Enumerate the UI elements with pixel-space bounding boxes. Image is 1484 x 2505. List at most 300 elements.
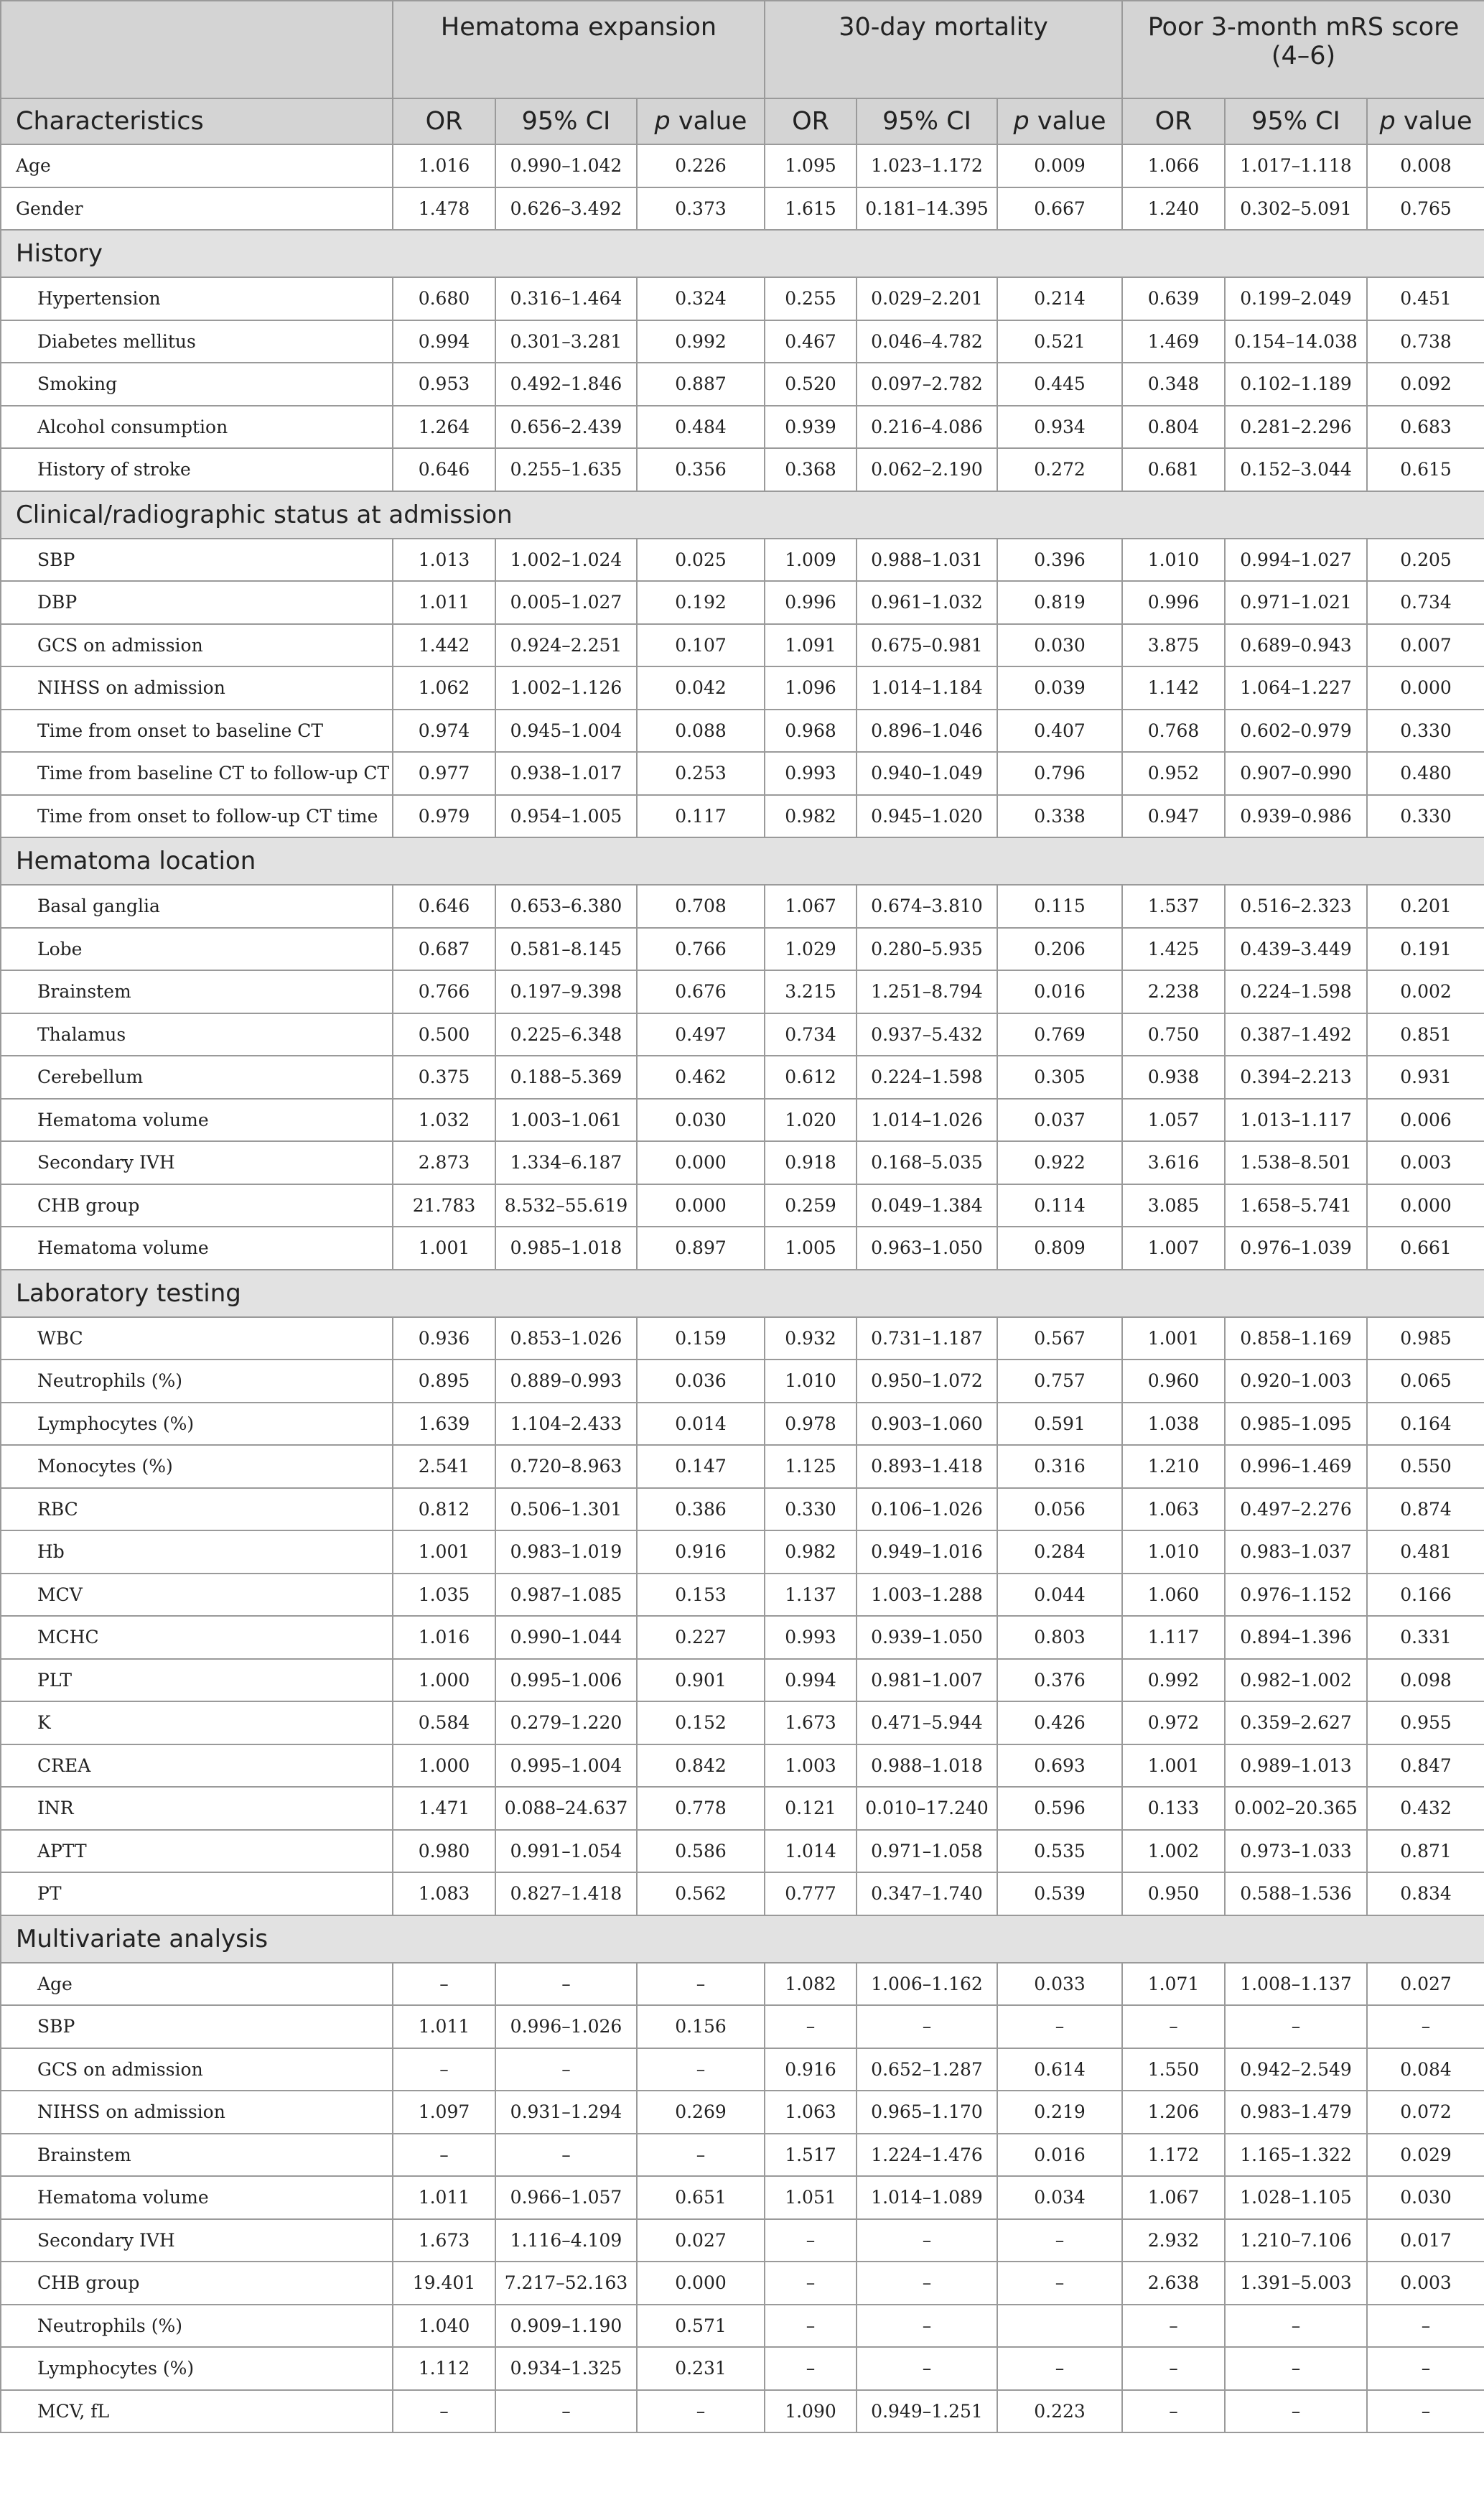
or-cell: 0.993	[765, 1616, 857, 1659]
or-cell: 1.016	[393, 1616, 495, 1659]
p-value-cell: –	[637, 2048, 765, 2091]
column-header-p-value: p value	[637, 98, 765, 144]
ci-cell: 0.966–1.057	[495, 2176, 637, 2219]
ci-cell: 0.996–1.469	[1225, 1445, 1367, 1488]
or-cell: –	[393, 1963, 495, 2006]
table-row	[1, 320, 1484, 363]
or-cell: 0.992	[1122, 1659, 1225, 1702]
ci-cell: 0.516–2.323	[1225, 885, 1367, 928]
table-row	[1, 624, 1484, 667]
p-value-cell: 0.033	[997, 1963, 1122, 2006]
p-value-cell: –	[997, 2005, 1122, 2048]
ci-cell: 1.006–1.162	[857, 1963, 997, 2006]
ci-cell: 0.301–3.281	[495, 320, 637, 363]
p-value-cell: 0.451	[1367, 277, 1484, 320]
p-value-cell: 0.039	[997, 666, 1122, 710]
p-value-cell: 0.006	[1367, 1099, 1484, 1142]
or-cell: 0.947	[1122, 795, 1225, 838]
ci-cell: 0.924–2.251	[495, 624, 637, 667]
row-label: Secondary IVH	[1, 2219, 393, 2262]
p-value-cell: 0.586	[637, 1830, 765, 1873]
or-cell: 1.011	[393, 2176, 495, 2219]
or-cell: 1.478	[393, 187, 495, 231]
ci-cell: –	[857, 2005, 997, 2048]
p-value-cell: 0.084	[1367, 2048, 1484, 2091]
or-cell: 1.071	[1122, 1963, 1225, 2006]
row-label: Hb	[1, 1530, 393, 1574]
ci-cell: 0.471–5.944	[857, 1701, 997, 1744]
or-cell: 1.425	[1122, 928, 1225, 971]
p-value-cell: 0.481	[1367, 1530, 1484, 1574]
or-cell: 1.137	[765, 1574, 857, 1617]
table-row	[1, 2005, 1484, 2048]
or-cell: 0.918	[765, 1141, 857, 1184]
ci-cell: 0.652–1.287	[857, 2048, 997, 2091]
or-cell: 1.172	[1122, 2134, 1225, 2177]
p-value-cell: 0.738	[1367, 320, 1484, 363]
ci-cell: 0.965–1.170	[857, 2091, 997, 2134]
ci-cell: 0.302–5.091	[1225, 187, 1367, 231]
or-cell: 1.067	[1122, 2176, 1225, 2219]
p-value-cell: –	[1367, 2390, 1484, 2433]
ci-cell: 0.920–1.003	[1225, 1360, 1367, 1403]
p-value-cell: 0.591	[997, 1403, 1122, 1446]
or-cell: 0.766	[393, 970, 495, 1013]
ci-cell: 0.976–1.039	[1225, 1227, 1367, 1270]
ci-cell: 8.532–55.619	[495, 1184, 637, 1227]
p-value-cell: 0.147	[637, 1445, 765, 1488]
or-cell: 0.646	[393, 885, 495, 928]
table-row	[1, 1530, 1484, 1574]
row-label: WBC	[1, 1317, 393, 1360]
row-label: Lobe	[1, 928, 393, 971]
or-cell: 2.638	[1122, 2262, 1225, 2305]
p-value-cell: 0.734	[1367, 581, 1484, 624]
ci-cell: 0.981–1.007	[857, 1659, 997, 1702]
or-cell: 1.615	[765, 187, 857, 231]
row-label: Time from baseline CT to follow-up CT	[1, 752, 393, 795]
row-label: Monocytes (%)	[1, 1445, 393, 1488]
ci-cell: –	[495, 2390, 637, 2433]
or-cell: 0.330	[765, 1488, 857, 1531]
or-cell: 1.112	[393, 2347, 495, 2390]
or-cell: 1.442	[393, 624, 495, 667]
p-value-cell: –	[1367, 2305, 1484, 2348]
or-cell: 0.938	[1122, 1056, 1225, 1099]
or-cell: 1.001	[393, 1227, 495, 1270]
table-row	[1, 1227, 1484, 1270]
or-cell: 0.993	[765, 752, 857, 795]
p-value-cell: 0.955	[1367, 1701, 1484, 1744]
table-row	[1, 2305, 1484, 2348]
p-value-cell: –	[997, 2262, 1122, 2305]
or-cell: 0.681	[1122, 448, 1225, 491]
ci-cell: 0.154–14.038	[1225, 320, 1367, 363]
or-cell: 1.000	[393, 1659, 495, 1702]
table-row	[1, 1141, 1484, 1184]
or-cell: 1.009	[765, 539, 857, 582]
p-value-cell: 0.000	[637, 2262, 765, 2305]
row-label: Age	[1, 144, 393, 187]
p-value-cell: 0.934	[997, 406, 1122, 449]
or-cell: 0.978	[765, 1403, 857, 1446]
or-cell: 0.994	[765, 1659, 857, 1702]
ci-cell: 0.961–1.032	[857, 581, 997, 624]
row-label: PT	[1, 1872, 393, 1915]
ci-cell: 0.954–1.005	[495, 795, 637, 838]
ci-cell: 0.945–1.004	[495, 710, 637, 753]
ci-cell: 1.104–2.433	[495, 1403, 637, 1446]
section-title: Hematoma location	[1, 837, 1484, 885]
p-value-cell: 0.373	[637, 187, 765, 231]
ci-cell: 0.280–5.935	[857, 928, 997, 971]
section-header-row	[1, 491, 1484, 539]
or-cell: 1.010	[1122, 539, 1225, 582]
ci-cell: 0.497–2.276	[1225, 1488, 1367, 1531]
row-label: MCHC	[1, 1616, 393, 1659]
or-cell: 0.255	[765, 277, 857, 320]
p-value-cell: 0.550	[1367, 1445, 1484, 1488]
or-cell: 1.010	[1122, 1530, 1225, 1574]
ci-cell: 0.216–4.086	[857, 406, 997, 449]
ci-cell: 0.995–1.006	[495, 1659, 637, 1702]
row-label: MCV	[1, 1574, 393, 1617]
or-cell: 0.980	[393, 1830, 495, 1873]
or-cell: –	[765, 2005, 857, 2048]
ci-cell: 0.858–1.169	[1225, 1317, 1367, 1360]
ci-cell: –	[1225, 2390, 1367, 2433]
row-label: Time from onset to baseline CT	[1, 710, 393, 753]
table-row	[1, 752, 1484, 795]
p-value-cell: 0.206	[997, 928, 1122, 971]
p-value-cell: 0.226	[637, 144, 765, 187]
or-cell: 1.063	[1122, 1488, 1225, 1531]
ci-cell: –	[495, 1963, 637, 2006]
column-header-or: OR	[1122, 98, 1225, 144]
or-cell: –	[393, 2390, 495, 2433]
ci-cell: 0.281–2.296	[1225, 406, 1367, 449]
p-value-cell: 0.356	[637, 448, 765, 491]
row-label: NIHSS on admission	[1, 666, 393, 710]
or-cell: 0.520	[765, 363, 857, 406]
or-cell: 1.040	[393, 2305, 495, 2348]
or-cell: 1.007	[1122, 1227, 1225, 1270]
ci-cell: 1.003–1.288	[857, 1574, 997, 1617]
ci-cell: 1.658–5.741	[1225, 1184, 1367, 1227]
row-label: NIHSS on admission	[1, 2091, 393, 2134]
ci-cell: 0.689–0.943	[1225, 624, 1367, 667]
p-value-cell: 0.017	[1367, 2219, 1484, 2262]
table-row	[1, 1445, 1484, 1488]
p-value-cell: 0.030	[997, 624, 1122, 667]
row-label: GCS on admission	[1, 2048, 393, 2091]
or-cell: 3.875	[1122, 624, 1225, 667]
ci-cell: 0.224–1.598	[857, 1056, 997, 1099]
ci-cell: 0.199–2.049	[1225, 277, 1367, 320]
p-value-cell: 0.676	[637, 970, 765, 1013]
ci-cell: 1.014–1.026	[857, 1099, 997, 1142]
or-cell: 1.469	[1122, 320, 1225, 363]
p-value-cell: 0.029	[1367, 2134, 1484, 2177]
ci-cell: 1.165–1.322	[1225, 2134, 1367, 2177]
or-cell: 0.368	[765, 448, 857, 491]
row-label: CHB group	[1, 2262, 393, 2305]
or-cell: 0.584	[393, 1701, 495, 1744]
table-row	[1, 277, 1484, 320]
or-cell: 1.001	[1122, 1744, 1225, 1788]
row-label: Thalamus	[1, 1013, 393, 1056]
or-cell: 2.541	[393, 1445, 495, 1488]
ci-cell: 0.506–1.301	[495, 1488, 637, 1531]
or-cell: 1.010	[765, 1360, 857, 1403]
ci-cell: 1.014–1.089	[857, 2176, 997, 2219]
table-row	[1, 2176, 1484, 2219]
or-cell: 0.133	[1122, 1787, 1225, 1830]
p-value-cell: 0.432	[1367, 1787, 1484, 1830]
or-cell: 21.783	[393, 1184, 495, 1227]
section-header-row	[1, 837, 1484, 885]
or-cell: 1.117	[1122, 1616, 1225, 1659]
or-cell: –	[765, 2305, 857, 2348]
ci-cell: 0.990–1.044	[495, 1616, 637, 1659]
table-row	[1, 1013, 1484, 1056]
ci-cell: 0.010–17.240	[857, 1787, 997, 1830]
p-value-cell: 0.330	[1367, 710, 1484, 753]
row-label: Brainstem	[1, 970, 393, 1013]
ci-cell: 1.023–1.172	[857, 144, 997, 187]
table-row	[1, 885, 1484, 928]
table-row	[1, 2134, 1484, 2177]
p-value-cell: 0.316	[997, 1445, 1122, 1488]
ci-cell: 0.029–2.201	[857, 277, 997, 320]
ci-cell: 0.359–2.627	[1225, 1701, 1367, 1744]
p-value-cell: 0.201	[1367, 885, 1484, 928]
table-row	[1, 1360, 1484, 1403]
ci-cell: 1.002–1.024	[495, 539, 637, 582]
group-header-row	[1, 1, 1484, 98]
ci-cell: 0.602–0.979	[1225, 710, 1367, 753]
column-header-row	[1, 98, 1484, 144]
ci-cell: 0.896–1.046	[857, 710, 997, 753]
ci-cell: 0.894–1.396	[1225, 1616, 1367, 1659]
p-value-cell: 0.092	[1367, 363, 1484, 406]
p-value-cell: 0.159	[637, 1317, 765, 1360]
or-cell: –	[765, 2347, 857, 2390]
p-value-cell: 0.002	[1367, 970, 1484, 1013]
p-value-cell: 0.030	[1367, 2176, 1484, 2219]
or-cell: 1.206	[1122, 2091, 1225, 2134]
p-value-cell: 0.338	[997, 795, 1122, 838]
or-cell: 0.680	[393, 277, 495, 320]
ci-cell: 1.008–1.137	[1225, 1963, 1367, 2006]
p-value-cell: 0.708	[637, 885, 765, 928]
p-value-cell: 0.272	[997, 448, 1122, 491]
or-cell: 1.517	[765, 2134, 857, 2177]
or-cell: 1.639	[393, 1403, 495, 1446]
ci-cell: 0.938–1.017	[495, 752, 637, 795]
p-value-cell: 0.016	[997, 2134, 1122, 2177]
ci-cell: 0.626–3.492	[495, 187, 637, 231]
or-cell: 1.038	[1122, 1403, 1225, 1446]
ci-cell: 0.976–1.152	[1225, 1574, 1367, 1617]
or-cell: 0.982	[765, 1530, 857, 1574]
or-cell: 1.000	[393, 1744, 495, 1788]
p-value-cell: 0.088	[637, 710, 765, 753]
ci-cell: 0.827–1.418	[495, 1872, 637, 1915]
group-header-30-day-mortality: 30-day mortality	[765, 1, 1122, 98]
table-row	[1, 2262, 1484, 2305]
ci-cell: 0.046–4.782	[857, 320, 997, 363]
table-row	[1, 448, 1484, 491]
p-value-cell: 0.000	[1367, 666, 1484, 710]
or-cell: 0.639	[1122, 277, 1225, 320]
p-value-cell: 0.562	[637, 1872, 765, 1915]
group-header-poor-mrs: Poor 3-month mRS score (4–6)	[1122, 1, 1484, 98]
row-label: SBP	[1, 539, 393, 582]
p-value-cell: 0.117	[637, 795, 765, 838]
table-row	[1, 1574, 1484, 1617]
ci-cell: 0.889–0.993	[495, 1360, 637, 1403]
row-label: DBP	[1, 581, 393, 624]
table-row	[1, 406, 1484, 449]
ci-cell: 0.996–1.026	[495, 2005, 637, 2048]
ci-cell: 0.005–1.027	[495, 581, 637, 624]
p-value-cell: 0.056	[997, 1488, 1122, 1531]
p-value-cell: 0.003	[1367, 1141, 1484, 1184]
or-cell: 0.750	[1122, 1013, 1225, 1056]
p-value-cell: 0.796	[997, 752, 1122, 795]
ci-cell: 0.988–1.018	[857, 1744, 997, 1788]
row-label: History of stroke	[1, 448, 393, 491]
or-cell: 1.001	[393, 1530, 495, 1574]
ci-cell: 0.931–1.294	[495, 2091, 637, 2134]
ci-cell: 0.971–1.058	[857, 1830, 997, 1873]
or-cell: 0.895	[393, 1360, 495, 1403]
ci-cell: –	[857, 2219, 997, 2262]
section-header-row	[1, 1915, 1484, 1963]
p-value-cell: 0.008	[1367, 144, 1484, 187]
table-row	[1, 2091, 1484, 2134]
p-value-cell: 0.166	[1367, 1574, 1484, 1617]
table-row	[1, 928, 1484, 971]
ci-cell: 0.347–1.740	[857, 1872, 997, 1915]
column-header-or: OR	[393, 98, 495, 144]
row-label: Gender	[1, 187, 393, 231]
ci-cell: 0.168–5.035	[857, 1141, 997, 1184]
p-value-cell: 0.000	[1367, 1184, 1484, 1227]
or-cell: 1.537	[1122, 885, 1225, 928]
ci-cell: 1.002–1.126	[495, 666, 637, 710]
table-row	[1, 187, 1484, 231]
ci-cell: 0.983–1.037	[1225, 1530, 1367, 1574]
section-title: History	[1, 230, 1484, 277]
or-cell: 2.873	[393, 1141, 495, 1184]
ci-cell: 1.017–1.118	[1225, 144, 1367, 187]
row-label: Alcohol consumption	[1, 406, 393, 449]
p-value-cell: 0.376	[997, 1659, 1122, 1702]
or-cell: 19.401	[393, 2262, 495, 2305]
p-value-cell: 0.219	[997, 2091, 1122, 2134]
ci-cell: 0.907–0.990	[1225, 752, 1367, 795]
table-row	[1, 1830, 1484, 1873]
table-row	[1, 1872, 1484, 1915]
table-row	[1, 970, 1484, 1013]
ci-cell: 0.316–1.464	[495, 277, 637, 320]
table-row	[1, 2347, 1484, 2390]
row-label: PLT	[1, 1659, 393, 1702]
ci-cell: 0.581–8.145	[495, 928, 637, 971]
column-header-ci: 95% CI	[857, 98, 997, 144]
table-row	[1, 1963, 1484, 2006]
ci-cell: 0.940–1.049	[857, 752, 997, 795]
ci-cell: 0.994–1.027	[1225, 539, 1367, 582]
or-cell: 0.982	[765, 795, 857, 838]
table-row	[1, 1317, 1484, 1360]
p-value-cell: 0.231	[637, 2347, 765, 2390]
table-row	[1, 581, 1484, 624]
or-cell: 0.121	[765, 1787, 857, 1830]
row-label: Basal ganglia	[1, 885, 393, 928]
ci-cell: 0.002–20.365	[1225, 1787, 1367, 1830]
p-value-cell: 0.661	[1367, 1227, 1484, 1270]
section-header-row	[1, 1270, 1484, 1317]
table-row	[1, 1787, 1484, 1830]
p-value-cell: 0.445	[997, 363, 1122, 406]
table-row	[1, 2219, 1484, 2262]
row-label: Secondary IVH	[1, 1141, 393, 1184]
p-value-cell: 0.819	[997, 581, 1122, 624]
or-cell: 1.091	[765, 624, 857, 667]
ci-cell: 0.656–2.439	[495, 406, 637, 449]
column-header-p-value: p value	[997, 98, 1122, 144]
table-row	[1, 1701, 1484, 1744]
p-value-cell: 0.107	[637, 624, 765, 667]
ci-cell: 1.224–1.476	[857, 2134, 997, 2177]
p-value-cell: 0.851	[1367, 1013, 1484, 1056]
or-cell: 0.939	[765, 406, 857, 449]
row-label: K	[1, 1701, 393, 1744]
row-label: MCV, fL	[1, 2390, 393, 2433]
ci-cell: 0.731–1.187	[857, 1317, 997, 1360]
section-title: Multivariate analysis	[1, 1915, 1484, 1963]
table-row	[1, 1403, 1484, 1446]
row-label: INR	[1, 1787, 393, 1830]
row-label: SBP	[1, 2005, 393, 2048]
p-value-cell: 0.192	[637, 581, 765, 624]
ci-cell: –	[1225, 2005, 1367, 2048]
p-value-cell: 0.887	[637, 363, 765, 406]
column-header-or: OR	[765, 98, 857, 144]
or-cell: 0.375	[393, 1056, 495, 1099]
ci-cell: 0.088–24.637	[495, 1787, 637, 1830]
or-cell: 0.996	[765, 581, 857, 624]
table-row	[1, 1744, 1484, 1788]
or-cell: 0.950	[1122, 1872, 1225, 1915]
or-cell: 1.097	[393, 2091, 495, 2134]
row-label: Age	[1, 1963, 393, 2006]
ci-cell: 0.097–2.782	[857, 363, 997, 406]
or-cell: 1.210	[1122, 1445, 1225, 1488]
p-value-cell: 0.874	[1367, 1488, 1484, 1531]
table-row	[1, 1488, 1484, 1531]
p-value-cell: 0.331	[1367, 1616, 1484, 1659]
ci-cell: 0.949–1.251	[857, 2390, 997, 2433]
or-cell: 1.062	[393, 666, 495, 710]
p-value-cell: 0.693	[997, 1744, 1122, 1788]
p-value-cell: 0.778	[637, 1787, 765, 1830]
ci-cell: 0.971–1.021	[1225, 581, 1367, 624]
p-value-cell: 0.036	[637, 1360, 765, 1403]
